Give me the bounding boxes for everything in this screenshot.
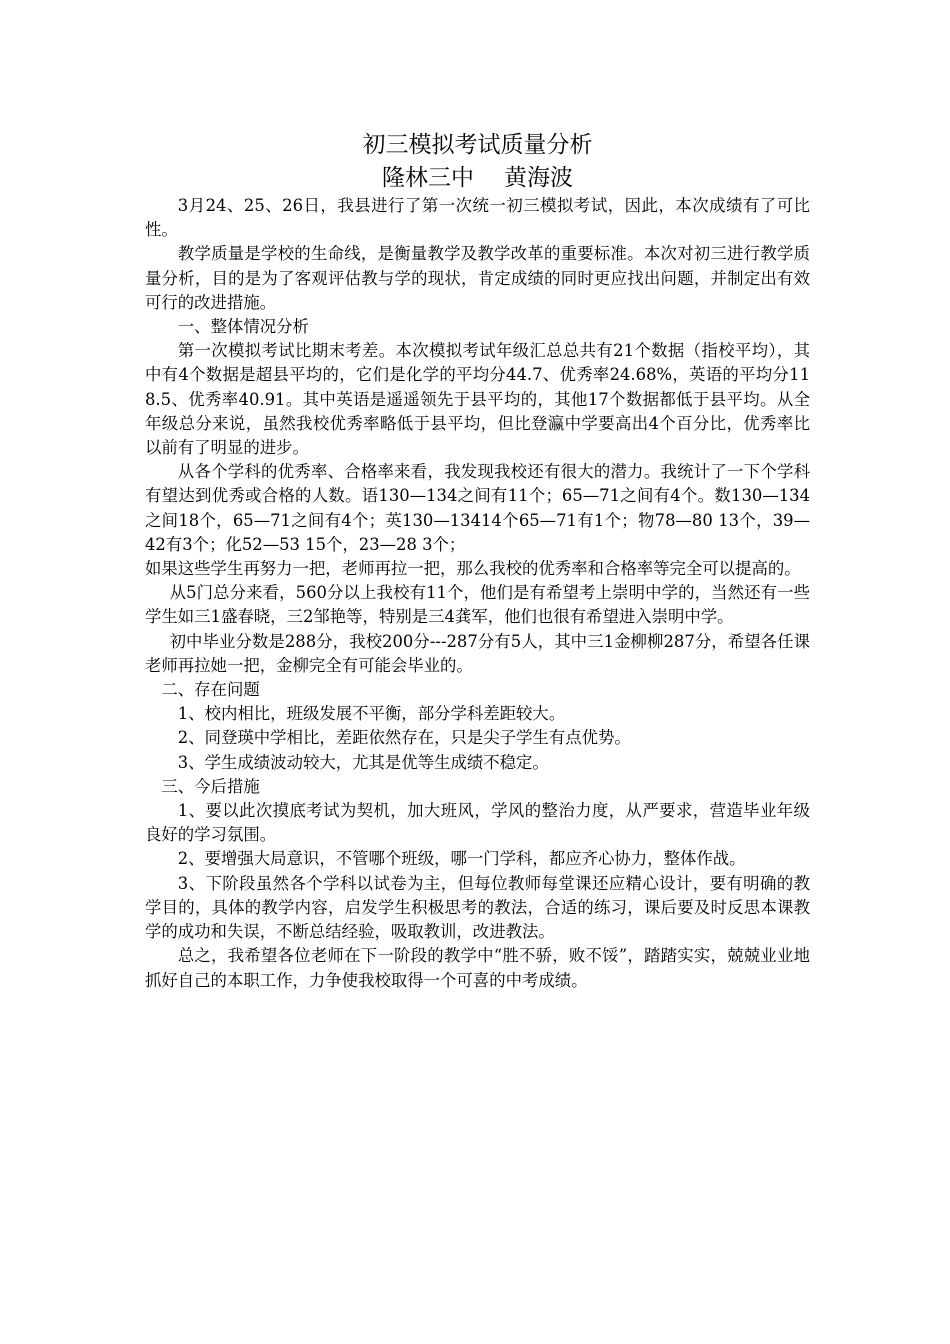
problem-item-1: 1、校内相比，班级发展不平衡，部分学科差距较大。 (177, 704, 566, 724)
purpose-paragraph: 教学质量是学校的生命线，是衡量教学及教学改革的重要标准。本次对初三进行教学质量分析，目的是为了客观评估教与学的现状，肯定成绩的同时更应找出问题，并制定出有效可行的改进措施。 (145, 244, 810, 312)
section-heading-problems: 二、存在问题 (161, 680, 260, 700)
section-heading-measures: 三、今后措施 (161, 776, 260, 796)
subject-potential-paragraph: 从各个学科的优秀率、合格率来看，我发现我校还有很大的潜力。我统计了一下个学科有望达到优秀或合格的人数。语130—134之间有11个；65—71之间有4个。数130—134之间18个，65—71之间有4个；英130—13414个65—71有1个；物78—80 13个，39—42有3个；化52—53 15个，23—28 3个； (145, 462, 810, 554)
measure-item-3: 3、下阶段虽然各个学科以试卷为主，但每位教师每堂课还应精心设计，要有明确的教学目的，具体的教学内容，启发学生积极思考的教法，合适的练习，课后要及时反思本课教学的成功和失误，不断总结经验，吸取教训，改进教法。 (145, 873, 810, 942)
graduation-score-paragraph: 初中毕业分数是288分，我校200分---287分有5人，其中三1金柳柳287分，希望各任课老师再拉她一把，金柳完全有可能会毕业的。 (145, 631, 810, 675)
problem-item-3: 3、学生成绩波动较大，尤其是优等生成绩不稳定。 (177, 752, 549, 772)
intro-paragraph: 3月24、25、26日，我县进行了第一次统一初三模拟考试，因此，本次成绩有了可比性。 (145, 196, 810, 240)
author-line (145, 162, 810, 194)
conclusion-paragraph: 总之，我希望各位老师在下一阶段的教学中“胜不骄，败不馁”，踏踏实实，兢兢业业地抓好自己的本职工作，力争使我校取得一个可喜的中考成绩。 (145, 946, 810, 990)
overall-analysis-paragraph: 第一次模拟考试比期末考差。本次模拟考试年级汇总总共有21个数据（指校平均），其中有4个数据是超县平均的，它们是化学的平均分44.7、优秀率24.68%，英语的平均分118.5、优秀率40.91。其中英语是遥遥领先于县平均的，其他17个数据都低于县平均。从全年级总分来说，虽然我校优秀率略低于县平均，但比登瀛中学要高出4个百分比，优秀率比以前有了明显的进步。 (145, 341, 810, 458)
total-score-paragraph: 从5门总分来看，560分以上我校有11个，他们是有希望考上崇明中学的，当然还有一些学生如三1盛春晓，三2邹艳等，特别是三4龚军，他们也很有希望进入崇明中学。 (145, 583, 810, 627)
author-school: 隆林三中 (382, 165, 474, 191)
document-title: 初三模拟考试质量分析 (362, 132, 593, 158)
measure-item-2: 2、要增强大局意识，不管哪个班级，哪一门学科，都应齐心协力，整体作战。 (177, 849, 746, 869)
improvement-paragraph: 如果这些学生再努力一把，老师再拉一把，那么我校的优秀率和合格率等完全可以提高的。 (145, 559, 801, 579)
author-name: 黄海波 (504, 165, 573, 191)
document-page (145, 128, 810, 993)
problem-item-2: 2、同登瑛中学相比，差距依然存在，只是尖子学生有点优势。 (177, 728, 631, 748)
measure-item-1: 1、要以此次摸底考试为契机，加大班风，学风的整治力度，从严要求，营造毕业年级良好的学习氛围。 (145, 801, 810, 845)
section-heading-overall: 一、整体情况分析 (177, 317, 309, 337)
